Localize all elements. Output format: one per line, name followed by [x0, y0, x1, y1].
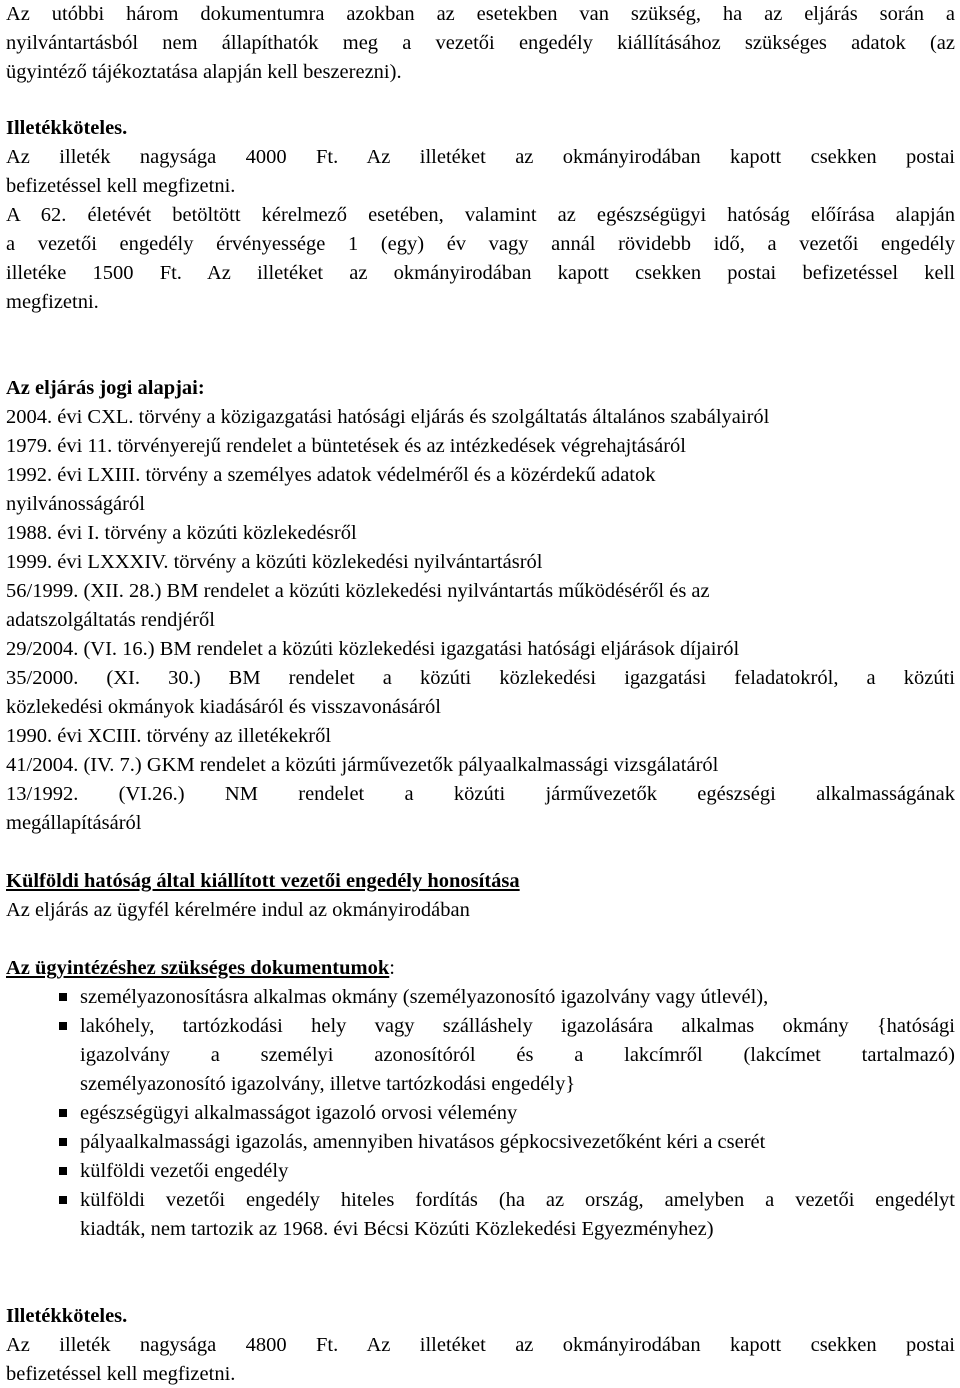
legal-line: 1990. évi XCIII. törvény az illetékekről — [6, 725, 332, 747]
legal-line: 1979. évi 11. törvényerejű rendelet a büntetések és az intézkedések végrehajtásáról — [6, 435, 687, 457]
legal-line: 35/2000. (XI. 30.) BM rendelet a közúti közlekedési igazgatási feladatokról, a közúti — [6, 667, 955, 689]
legal-line: 1988. évi I. törvény a közúti közlekedésről — [6, 522, 357, 544]
doc-item-3: egészségügyi alkalmasságot igazoló orvosi vélemény — [80, 1102, 518, 1124]
legal-line: 41/2004. (IV. 7.) GKM rendelet a közúti járművezetők pályaalkalmassági vizsgálatáról — [6, 754, 719, 776]
fee2-heading: Illetékköteles. — [6, 1305, 128, 1327]
doc-item-1: személyazonosításra alkalmas okmány (személyazonosító igazolvány vagy útlevél), — [80, 986, 769, 1008]
fee-line-1: Az illeték nagysága 4000 Ft. Az illetéket az okmányirodában kapott csekken postai — [6, 146, 955, 168]
legal-line: 2004. évi CXL. törvény a közigazgatási hatósági eljárás és szolgáltatás általános szabályairól — [6, 406, 770, 428]
fee-line-6: megfizetni. — [6, 291, 99, 313]
doc-item-4: pályaalkalmassági igazolás, amennyiben hivatásos gépkocsivezetőként kéri a cserét — [80, 1131, 766, 1153]
docs-heading — [6, 958, 395, 979]
bullet-icon — [59, 1196, 67, 1204]
fee-line-4: a vezetői engedély érvényessége 1 (egy) év vagy annál rövidebb idő, a vezetői engedély — [6, 233, 955, 255]
legal-line: adatszolgáltatás rendjéről — [6, 609, 215, 631]
intro-line-2: nyilvántartásból nem állapíthatók meg a vezetői engedély kiállításához szükséges adatok (az — [6, 32, 955, 54]
legal-line: közlekedési okmányok kiadásáról és visszavonásáról — [6, 696, 441, 718]
docs-heading-label: Az ügyintézéshez szükséges dokumentumok — [6, 957, 390, 979]
legal-heading: Az eljárás jogi alapjai: — [6, 377, 205, 399]
doc-item-2-line-1: lakóhely, tartózkodási hely vagy szálláshely igazolására alkalmas okmány {hatósági — [80, 1015, 955, 1037]
intro-line-1: Az utóbbi három dokumentumra azokban az esetekben van szükség, ha az eljárás során a — [6, 3, 955, 25]
legal-line: 56/1999. (XII. 28.) BM rendelet a közúti közlekedési nyilvántartás működéséről és az — [6, 580, 710, 602]
intro-line-3: ügyintéző tájékoztatása alapján kell beszerezni). — [6, 61, 402, 83]
foreign-heading: Külföldi hatóság által kiállított vezetői engedély honosítása — [6, 870, 520, 892]
doc-item-2-line-2: igazolvány a személyi azonosítóról és a lakcímről (lakcímet tartalmazó) — [80, 1044, 955, 1066]
doc-item-5: külföldi vezetői engedély — [80, 1160, 289, 1182]
legal-line: nyilvánosságáról — [6, 493, 145, 515]
fee-heading: Illetékköteles. — [6, 117, 128, 139]
bullet-icon — [59, 993, 67, 1001]
bullet-icon — [59, 1022, 67, 1030]
docs-heading-colon: : — [389, 957, 395, 979]
legal-line: megállapításáról — [6, 812, 142, 834]
fee-line-5: illetéke 1500 Ft. Az illetéket az okmányirodában kapott csekken postai befizetéssel kell — [6, 262, 955, 284]
fee-line-2: befizetéssel kell megfizetni. — [6, 175, 236, 197]
fee2-line-2: befizetéssel kell megfizetni. — [6, 1363, 236, 1385]
legal-line: 1992. évi LXIII. törvény a személyes adatok védelméről és a közérdekű adatok — [6, 464, 656, 486]
legal-line: 13/1992. (VI.26.) NM rendelet a közúti járművezetők egészségi alkalmasságának — [6, 783, 955, 805]
fee2-line-1: Az illeték nagysága 4800 Ft. Az illetéket az okmányirodában kapott csekken postai — [6, 1334, 955, 1356]
legal-line: 1999. évi LXXXIV. törvény a közúti közlekedési nyilvántartásról — [6, 551, 543, 573]
doc-item-2-line-3: személyazonosító igazolvány, illetve tartózkodási engedély} — [80, 1073, 576, 1095]
fee-line-3: A 62. életévét betöltött kérelmező esetében, valamint az egészségügyi hatóság előírása alapján — [6, 204, 955, 226]
legal-line: 29/2004. (VI. 16.) BM rendelet a közúti közlekedési igazgatási hatósági eljárások díjairól — [6, 638, 740, 660]
doc-item-6-line-2: kiadták, nem tartozik az 1968. évi Bécsi Közúti Közlekedési Egyezményhez) — [80, 1218, 714, 1240]
bullet-icon — [59, 1138, 67, 1146]
bullet-icon — [59, 1167, 67, 1175]
foreign-subtitle: Az eljárás az ügyfél kérelmére indul az okmányirodában — [6, 899, 470, 921]
bullet-icon — [59, 1109, 67, 1117]
doc-item-6-line-1: külföldi vezetői engedély hiteles fordítás (ha az ország, amelyben a vezetői engedélyt — [80, 1189, 955, 1211]
